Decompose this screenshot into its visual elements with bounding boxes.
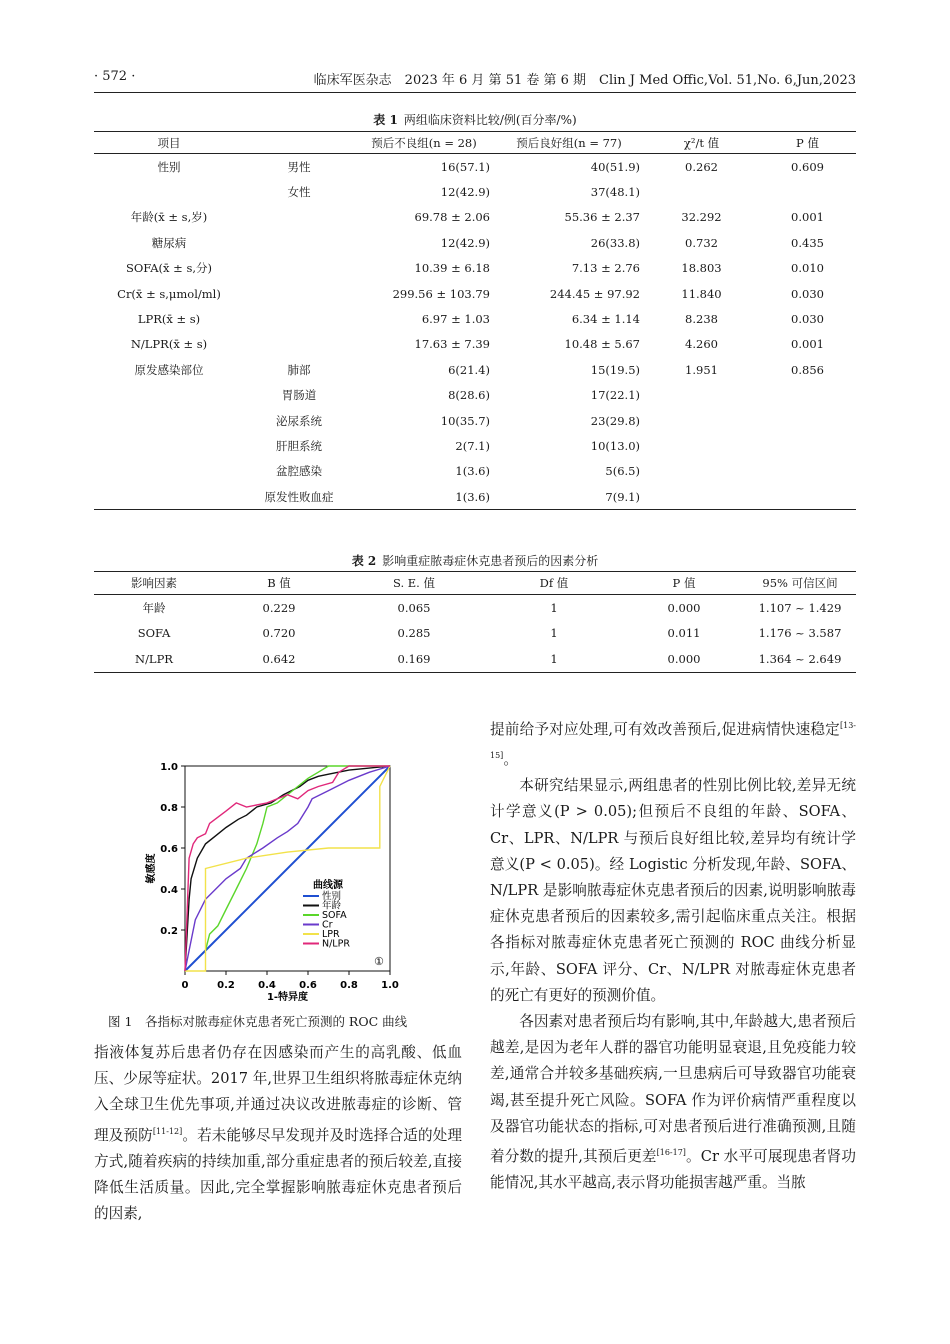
right-column-text	[490, 713, 856, 1196]
table1-cell	[244, 306, 354, 331]
table1-cell	[759, 408, 856, 433]
table2-header-cell: S. E. 值	[344, 572, 484, 595]
table1-cell: 12(42.9)	[440, 235, 490, 250]
table1-cell: 6.97 ± 1.03	[421, 312, 490, 327]
table1-cell: 8(28.6)	[448, 388, 490, 403]
table1-row	[94, 459, 856, 484]
table1	[94, 131, 856, 510]
table2-row	[94, 621, 856, 647]
table1-cell	[244, 281, 354, 306]
table1-cell: 原发性败血症	[264, 489, 334, 504]
table1-cell	[759, 433, 856, 458]
table1-cell: 15(19.5)	[590, 362, 640, 377]
table1-row	[94, 205, 856, 230]
table1-cell: 11.840	[681, 286, 722, 301]
table1-cell	[644, 459, 759, 484]
table1-header-cell	[244, 132, 354, 154]
table1-cell	[244, 205, 354, 230]
citation: [13-15]	[490, 721, 856, 761]
table1-cell	[94, 179, 244, 204]
table1-cell: 10(13.0)	[590, 438, 640, 453]
table1-cell: 32.292	[681, 210, 722, 225]
table1-caption	[94, 111, 856, 128]
table1-title: 两组临床资料比较/例(百分率/%)	[403, 113, 577, 127]
table2-cell: 0.000	[667, 600, 701, 615]
table1-cell: 16(57.1)	[440, 159, 490, 174]
table1-cell: 糖尿病	[151, 235, 187, 250]
figure-caption	[108, 1012, 407, 1030]
x-tick-label: 0.6	[299, 980, 317, 991]
paragraph-text: 提前给予对应处理,可有效改善预后,促进病情快速稳定	[490, 720, 840, 738]
table1-cell	[644, 383, 759, 408]
chart-annotation: ①	[374, 955, 384, 968]
citation: [16-17]	[656, 1147, 686, 1157]
table1-cell	[644, 484, 759, 510]
table2-header-cell: 影响因素	[94, 572, 214, 595]
legend-entry: Cr	[322, 919, 333, 931]
table1-cell: 胃肠道	[281, 388, 317, 403]
table2-header-row	[94, 572, 856, 595]
table1-row	[94, 383, 856, 408]
table2-caption	[94, 552, 856, 569]
table1-cell: 6(21.4)	[448, 362, 490, 377]
table1-cell: 10.48 ± 5.67	[564, 337, 640, 352]
paragraph-text: 指液体复苏后患者仍存在因感染而产生的高乳酸、低血压、少尿等症状。2017 年,世界卫生组织将脓毒症休克纳入全球卫生优先事项,并通过决议改进脓毒症的诊断、管理及预防	[94, 1044, 462, 1144]
table2-row	[94, 595, 856, 621]
table1-cell: 17.63 ± 7.39	[414, 337, 490, 352]
table2-row	[94, 646, 856, 672]
table1-cell: 1(3.6)	[455, 489, 490, 504]
table1-cell: 4.260	[685, 337, 718, 352]
table1-cell: 17(22.1)	[590, 388, 640, 403]
table1-cell: 0.856	[791, 362, 824, 377]
table1-row	[94, 256, 856, 281]
table1-cell: 6.34 ± 1.14	[571, 312, 640, 327]
table1-label: 表 1	[373, 113, 398, 127]
table1-cell: 泌尿系统	[276, 413, 322, 428]
figure-caption-text: 各指标对脓毒症休克患者死亡预测的 ROC 曲线	[144, 1014, 408, 1029]
table1-header-cell: 预后不良组(n = 28)	[354, 132, 494, 154]
table1-row	[94, 281, 856, 306]
table1-cell	[94, 433, 244, 458]
table2	[94, 571, 856, 673]
table1-cell: 0.030	[791, 312, 824, 327]
x-tick-label: 0.8	[340, 980, 358, 991]
x-tick-label: 0.2	[217, 980, 235, 991]
table1-cell: 12(42.9)	[440, 185, 490, 200]
table1-row	[94, 433, 856, 458]
table1-cell: 1(3.6)	[455, 464, 490, 479]
y-tick-label: 0.8	[160, 803, 178, 814]
table1-cell: 7.13 ± 2.76	[571, 261, 640, 276]
table1-cell: 盆腔感染	[276, 464, 322, 479]
table2-cell: 0.011	[667, 626, 701, 641]
table2-cell: 1.107 ~ 1.429	[758, 600, 842, 615]
x-tick-label: 1.0	[381, 980, 399, 991]
table2-cell: 1	[550, 600, 558, 615]
roc-series-性别	[185, 766, 390, 971]
table1-cell	[644, 433, 759, 458]
paragraph	[490, 713, 856, 773]
table1-cell: 69.78 ± 2.06	[414, 210, 490, 225]
table1-cell: 0.001	[791, 210, 824, 225]
table1-cell: 5(6.5)	[605, 464, 640, 479]
table1-cell: 原发感染部位	[134, 362, 204, 377]
table2-cell: 0.642	[262, 651, 296, 666]
table1-cell	[244, 256, 354, 281]
table1-row	[94, 179, 856, 204]
table1-cell: 2(7.1)	[455, 438, 490, 453]
table1-cell: N/LPR(x̄ ± s)	[130, 337, 208, 352]
table1-cell: 1.951	[685, 362, 718, 377]
table1-cell	[644, 408, 759, 433]
table1-cell: 0.435	[791, 235, 824, 250]
y-tick-label: 0.6	[160, 844, 178, 855]
table2-header-cell: 95% 可信区间	[744, 572, 856, 595]
legend-entry: LPR	[322, 929, 340, 940]
table1-row	[94, 484, 856, 510]
table2-cell: 1.364 ~ 2.649	[758, 651, 842, 666]
table2-header-cell: P 值	[624, 572, 744, 595]
roc-chart	[140, 752, 430, 1007]
table1-cell: 性别	[157, 159, 181, 174]
paragraph-text: 各因素对患者预后均有影响,其中,年龄越大,患者预后越差,是因为老年人群的器官功能明显衰退,且免疫能力较差,通常合并较多基础疾病,一旦患病后可导致器官功能衰竭,甚至提升死亡风险。SOFA 作为评价病情严重程度以及器官功能状态的指标,可对患者预后进行准确预测,且随着分数的提升,其预后更差	[490, 1012, 856, 1165]
table1-cell: 23(29.8)	[590, 413, 640, 428]
table2-cell: SOFA	[137, 626, 171, 641]
table1-row	[94, 332, 856, 357]
table1-cell	[644, 179, 759, 204]
table1-cell	[759, 459, 856, 484]
y-tick-label: 0.2	[160, 926, 178, 937]
table1-cell: 肺部	[287, 362, 311, 377]
table2-cell: 1	[550, 626, 558, 641]
y-tick-label: 1.0	[160, 762, 178, 773]
table1-cell: 女性	[287, 185, 311, 200]
table1-cell	[759, 484, 856, 510]
table1-cell: 37(48.1)	[590, 185, 640, 200]
table1-cell: Cr(x̄ ± s,μmol/ml)	[117, 286, 221, 301]
table1-cell	[244, 230, 354, 255]
table1-header-row	[94, 132, 856, 154]
table1-cell: 0.732	[685, 235, 718, 250]
paragraph-text: 。若未能够尽早发现并及时选择合适的处理方式,随着疾病的持续加重,部分重症患者的预后较差,直接降低生活质量。因此,完全掌握影响脓毒症休克患者预后的因素,	[94, 1126, 462, 1223]
table1-cell	[94, 459, 244, 484]
legend-entry: 性别	[322, 891, 342, 902]
journal-info: 临床军医杂志 2023 年 6 月 第 51 卷 第 6 期 Clin J Med Offic,Vol. 51,No. 6,Jun,2023	[313, 73, 856, 88]
y-axis-label: 敏感度	[146, 853, 157, 884]
table1-cell: 0.030	[791, 286, 824, 301]
legend-title: 曲线源	[313, 880, 343, 891]
table2-header-cell: Df 值	[484, 572, 624, 595]
paragraph	[490, 773, 856, 1009]
page-header	[94, 66, 856, 93]
table1-cell: 肝胆系统	[276, 438, 322, 453]
table1-cell: 244.45 ± 97.92	[549, 286, 640, 301]
legend-entry: SOFA	[322, 910, 347, 921]
citation: [11-12]	[152, 1126, 183, 1136]
table1-cell: 0.010	[791, 261, 824, 276]
table1-cell: 7(9.1)	[605, 489, 640, 504]
legend-entry: 年龄	[322, 900, 342, 912]
table1-row	[94, 230, 856, 255]
table1-row	[94, 357, 856, 382]
table1-header-cell: 预后良好组(n = 77)	[494, 132, 644, 154]
table2-cell: 0.720	[262, 626, 296, 641]
paragraph	[490, 1009, 856, 1196]
left-column-text	[94, 1040, 462, 1227]
page-number: · 572 ·	[94, 69, 136, 84]
table1-cell: SOFA(x̄ ± s,分)	[125, 261, 213, 276]
table1-cell: 0.001	[791, 337, 824, 352]
table2-cell: 0.065	[397, 600, 431, 615]
table1-cell: 0.609	[791, 159, 824, 174]
table2-cell: 1.176 ~ 3.587	[758, 626, 842, 641]
table2-cell: 1	[550, 651, 558, 666]
table1-cell: 55.36 ± 2.37	[564, 210, 640, 225]
table1-row	[94, 408, 856, 433]
table2-cell: 0.285	[397, 626, 431, 641]
x-tick-label: 0.4	[258, 980, 276, 991]
legend-entry: N/LPR	[322, 938, 350, 950]
table1-cell: 男性	[287, 159, 311, 174]
table1-header-cell: χ²/t 值	[644, 132, 759, 154]
y-tick-label: 0.4	[160, 885, 178, 896]
table1-cell: LPR(x̄ ± s)	[137, 312, 201, 327]
table2-cell: 0.169	[397, 651, 431, 666]
table2-cell: N/LPR	[135, 651, 173, 666]
paragraph-text: 本研究结果显示,两组患者的性别比例比较,差异无统计学意义(P > 0.05);但预后不良组的年龄、SOFA、Cr、LPR、N/LPR 与预后良好组比较,差异均有统计学意义(P < 0.05)。经 Logistic 分析发现,年龄、SOFA、N/LPR 是影响脓毒症休克患者预后的因素,说明影响脓毒症休克患者预后的因素较多,需引起临床重点关注。根据各指标对脓毒症休克患者死亡预测的 ROC 曲线分析显示,年龄、SOFA 评分、Cr、N/LPR 对脓毒症休克患者的死亡有更好的预测价值。	[490, 777, 856, 1004]
table1-cell: 299.56 ± 103.79	[392, 286, 490, 301]
figure-label: 图 1	[108, 1014, 133, 1029]
table1-cell: 0.262	[685, 159, 718, 174]
table1-cell	[94, 383, 244, 408]
table1-cell	[94, 484, 244, 510]
table1-cell: 18.803	[681, 261, 722, 276]
x-tick-label: 0	[181, 980, 189, 991]
paragraph-text: 。Cr 水平可展现患者肾功能情况,其水平越高,表示肾功能损害越严重。当脓	[490, 1147, 856, 1192]
table2-cell: 年龄	[142, 600, 166, 615]
table1-cell	[759, 383, 856, 408]
table2-cell: 0.000	[667, 651, 701, 666]
table1-cell: 10.39 ± 6.18	[414, 261, 490, 276]
table1-cell	[94, 408, 244, 433]
table2-title: 影响重症脓毒症休克患者预后的因素分析	[382, 554, 599, 568]
table2-label: 表 2	[351, 554, 377, 568]
table1-header-cell: P 值	[759, 132, 856, 154]
table1-row	[94, 154, 856, 180]
table2-cell: 0.229	[262, 600, 296, 615]
table1-header-cell: 项目	[94, 132, 244, 154]
table1-row	[94, 306, 856, 331]
table1-cell	[759, 179, 856, 204]
table1-cell: 40(51.9)	[590, 159, 640, 174]
table1-cell: 10(35.7)	[440, 413, 490, 428]
table1-cell: 年龄(x̄ ± s,岁)	[130, 210, 208, 225]
table2-header-cell: B 值	[214, 572, 344, 595]
table1-cell	[244, 332, 354, 357]
table1-cell: 8.238	[685, 312, 718, 327]
table1-cell: 26(33.8)	[590, 235, 640, 250]
x-axis-label: 1-特异度	[266, 992, 309, 1003]
paragraph-text: 。	[503, 750, 518, 768]
